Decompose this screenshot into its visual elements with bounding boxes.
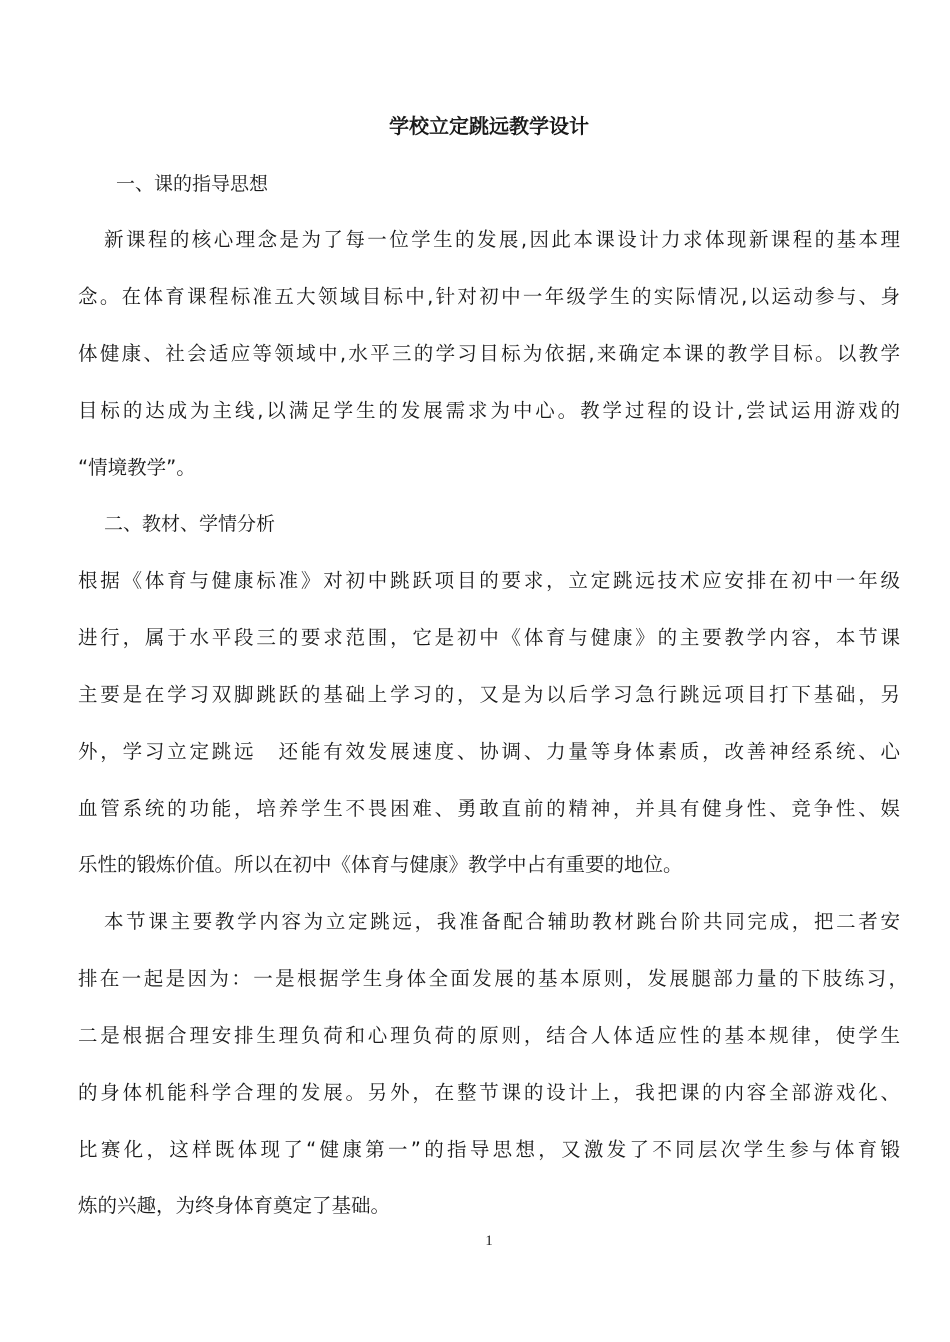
section2-p1-line-6: 乐性的锻炼价值。所以在初中《体育与健康》教学中占有重要的地位。	[78, 853, 683, 876]
section1-heading: 一、课的指导思想	[116, 173, 269, 195]
section2-heading: 二、教材、学情分析	[104, 513, 276, 535]
section1-line-1: 新课程的核心理念是为了每一位学生的发展,因此本课设计力求体现新课程的基本理	[104, 228, 900, 251]
section2-p2-line-6: 炼的兴趣，为终身体育奠定了基础。	[78, 1194, 391, 1217]
page-number: 1	[485, 1233, 493, 1249]
section2-p2-line-1: 本节课主要教学内容为立定跳远，我准备配合辅助教材跳台阶共同完成，把二者安	[104, 910, 900, 933]
section2-p2-line-3: 二是根据合理安排生理负荷和心理负荷的原则，结合人体适应性的基本规律，使学生	[78, 1024, 900, 1047]
section1-line-4: 目标的达成为主线,以满足学生的发展需求为中心。教学过程的设计,尝试运用游戏的	[78, 399, 900, 422]
section2-p1-line-4: 外，学习立定跳远 还能有效发展速度、协调、力量等身体素质，改善神经系统、心	[78, 740, 900, 763]
section1-line-3: 体健康、社会适应等领域中,水平三的学习目标为依据,来确定本课的教学目标。以教学	[78, 342, 900, 365]
section2-p1-line-2: 进行，属于水平段三的要求范围，它是初中《体育与健康》的主要教学内容，本节课	[78, 626, 900, 649]
section1-line-2: 念。在体育课程标准五大领域目标中,针对初中一年级学生的实际情况,以运动参与、身	[78, 285, 900, 308]
document-title: 学校立定跳远教学设计	[389, 114, 589, 138]
section2-p1-line-3: 主要是在学习双脚跳跃的基础上学习的，又是为以后学习急行跳远项目打下基础，另	[78, 683, 900, 706]
section2-p2-line-2: 排在一起是因为：一是根据学生身体全面发展的基本原则，发展腿部力量的下肢练习，	[78, 967, 908, 990]
section2-p2-line-5: 比赛化，这样既体现了“健康第一”的指导思想，又激发了不同层次学生参与体育锻	[78, 1138, 900, 1161]
section1-line-5: “情境教学”。	[78, 456, 196, 479]
section2-p2-line-4: 的身体机能科学合理的发展。另外，在整节课的设计上，我把课的内容全部游戏化、	[78, 1081, 900, 1104]
section2-p1-line-1: 根据《体育与健康标准》对初中跳跃项目的要求，立定跳远技术应安排在初中一年级	[78, 569, 900, 592]
section2-p1-line-5: 血管系统的功能，培养学生不畏困难、勇敢直前的精神，并具有健身性、竞争性、娱	[78, 797, 900, 820]
